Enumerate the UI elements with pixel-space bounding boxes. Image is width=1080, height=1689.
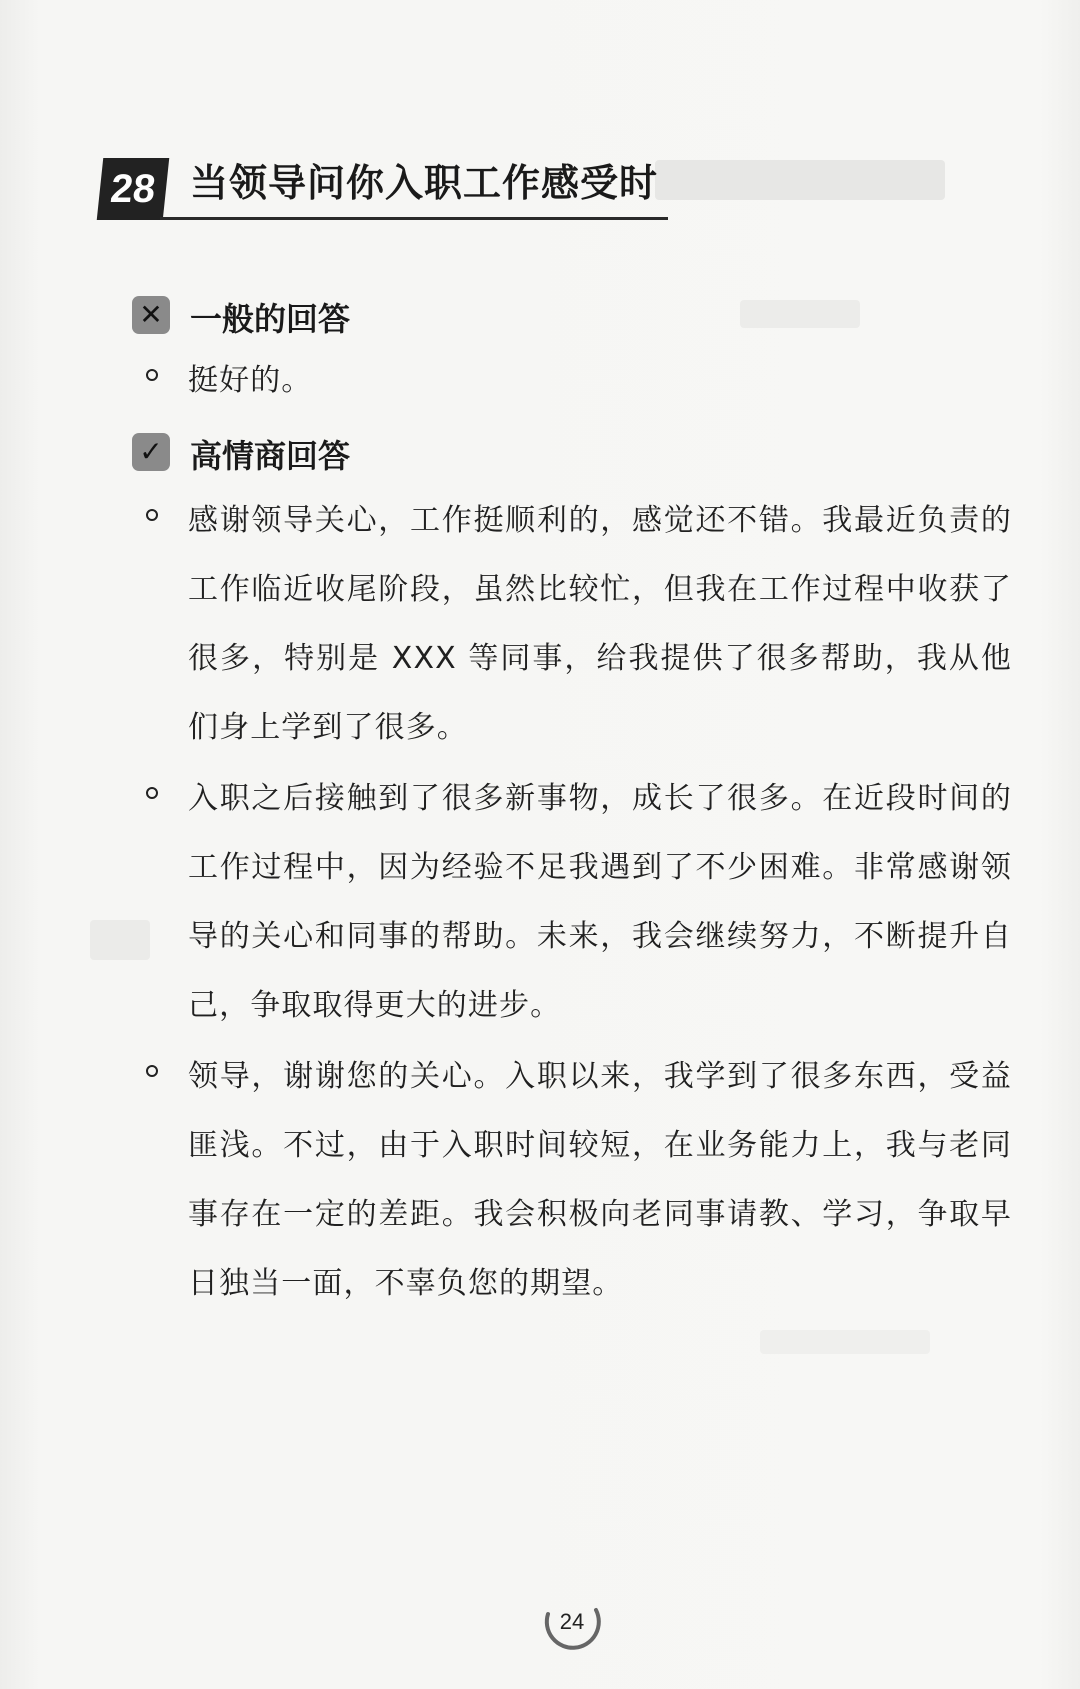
answer-text: 领导，谢谢您的关心。入职以来，我学到了很多东西，受益匪浅。不过，由于入职时间较短，在业务能力上，我与老同事存在一定的差距。我会积极向老同事请教、学习，争取早日独当一面，不辜负您的期望。 bbox=[188, 1059, 1012, 1301]
bleed-through-shape bbox=[740, 300, 860, 328]
list-item bbox=[142, 486, 1012, 762]
page-number-badge bbox=[540, 1590, 604, 1654]
chapter-underline bbox=[160, 217, 668, 220]
list-item bbox=[142, 346, 1012, 415]
bleed-through-shape bbox=[760, 1330, 930, 1354]
check-icon: ✓ bbox=[132, 433, 170, 471]
answer-text: 感谢领导关心，工作挺顺利的，感觉还不错。我最近负责的工作临近收尾阶段，虽然比较忙，但我在工作过程中收获了很多，特别是 XXX 等同事，给我提供了很多帮助，我从他们身上学到了很多。 bbox=[188, 503, 1012, 745]
hollow-bullet-icon bbox=[146, 1065, 158, 1077]
page-number: 24 bbox=[559, 1609, 585, 1634]
list-item bbox=[142, 764, 1012, 1040]
hollow-bullet-icon bbox=[146, 509, 158, 521]
chapter-title: 当领导问你入职工作感受时 bbox=[190, 161, 659, 205]
chapter-header bbox=[100, 150, 668, 222]
hollow-bullet-icon bbox=[146, 369, 158, 381]
hollow-bullet-icon bbox=[146, 787, 158, 799]
section-title: 一般的回答 bbox=[190, 300, 351, 338]
bleed-through-shape bbox=[90, 920, 150, 960]
answer-text: 挺好的。 bbox=[188, 363, 313, 398]
bleed-through-shape bbox=[655, 160, 945, 200]
cross-icon: ✕ bbox=[132, 296, 170, 334]
section-title: 高情商回答 bbox=[190, 437, 351, 475]
chapter-number-badge: 28 bbox=[97, 158, 170, 220]
answer-text: 入职之后接触到了很多新事物，成长了很多。在近段时间的工作过程中，因为经验不足我遇到了不少困难。非常感谢领导的关心和同事的帮助。未来，我会继续努力，不断提升自己，争取取得更大的进步。 bbox=[188, 781, 1012, 1023]
list-item bbox=[142, 1042, 1012, 1318]
